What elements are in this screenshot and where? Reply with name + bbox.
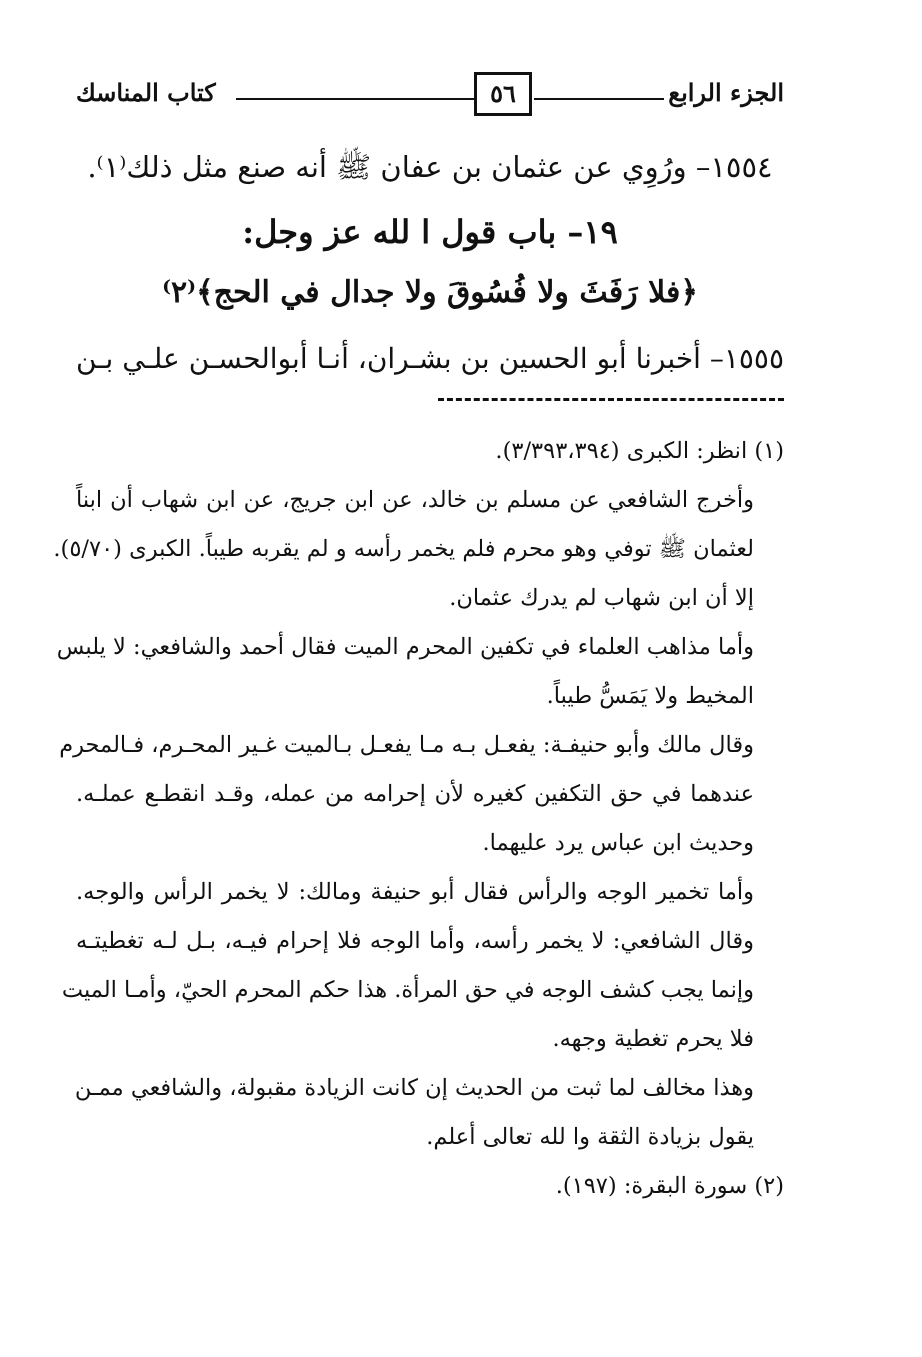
- footnote-2: (٢) سورة البقرة: (١٩٧).: [555, 1173, 784, 1199]
- hadith-1555: ١٥٥٥– أخبرنا أبو الحسين بن بشـران، أنـا أبوالحسـن علـي بـن: [76, 342, 784, 375]
- footnote-line: وقال مالك وأبو حنيفـة: يفعـل بـه مـا يفعـل بـالميت غـير المحـرم، فـالمحرم: [59, 732, 754, 758]
- quran-verse: ﴿فلا رَفَثَ ولا فُسُوقَ ولا جدال في الحج﴾⁽٢⁾: [162, 275, 698, 310]
- footnote-line: وأما مذاهب العلماء في تكفين المحرم الميت فقال أحمد والشافعي: لا يلبس: [56, 634, 754, 660]
- footnote-line: إلا أن ابن شهاب لم يدرك عثمان.: [449, 585, 754, 611]
- volume-label: الجزء الرابع: [668, 78, 784, 107]
- footnote-line: وقال الشافعي: لا يخمر رأسه، وأما الوجه فلا إحرام فيـه، بـل لـه تغطيتـه: [76, 928, 754, 954]
- footnote-line: وحديث ابن عباس يرد عليهما.: [482, 830, 754, 856]
- book-title: كتاب المناسك: [76, 78, 216, 107]
- footnote-line: وهذا مخالف لما ثبت من الحديث إن كانت الزيادة مقبولة، والشافعي ممـن: [74, 1075, 754, 1101]
- header-rule-left: [236, 98, 474, 100]
- footnote-line: يقول بزيادة الثقة وا لله تعالى أعلم.: [426, 1124, 754, 1150]
- footnote-line: وأخرج الشافعي عن مسلم بن خالد، عن ابن جريج، عن ابن شهاب أن ابناً: [76, 487, 754, 513]
- footnote-line: المخيط ولا يَمَسُّ طيباً.: [546, 683, 754, 709]
- page-number: ٥٦: [474, 72, 532, 116]
- footnote-line: لعثمان ﷺ توفي وهو محرم فلم يخمر رأسه و لم يقربه طيباً. الكبرى (٥/٧٠).: [53, 536, 754, 562]
- running-header: [76, 72, 784, 122]
- hadith-1554: ١٥٥٤– ورُوِي عن عثمان بن عفان ﷺ أنه صنع مثل ذلك⁽١⁾.: [87, 150, 773, 184]
- header-rule-right: [534, 98, 664, 100]
- footnote-1-heading: (١) انظر: الكبرى (٣/٣٩٣،٣٩٤).: [495, 438, 784, 464]
- footnote-divider: [438, 398, 784, 401]
- footnote-line: وأما تخمير الوجه والرأس فقال أبو حنيفة ومالك: لا يخمر الرأس والوجه.: [76, 879, 754, 905]
- footnote-line: وإنما يجب كشف الوجه في حق المرأة. هذا حكم المحرم الحيّ، وأمـا الميت: [61, 977, 754, 1003]
- footnote-line: عندهما في حق التكفين كغيره لأن إحرامه من عمله، وقـد انقطـع عملـه.: [76, 781, 754, 807]
- chapter-title: ١٩– باب قول ا لله عز وجل:: [242, 213, 618, 251]
- footnote-line: فلا يحرم تغطية وجهه.: [552, 1026, 754, 1052]
